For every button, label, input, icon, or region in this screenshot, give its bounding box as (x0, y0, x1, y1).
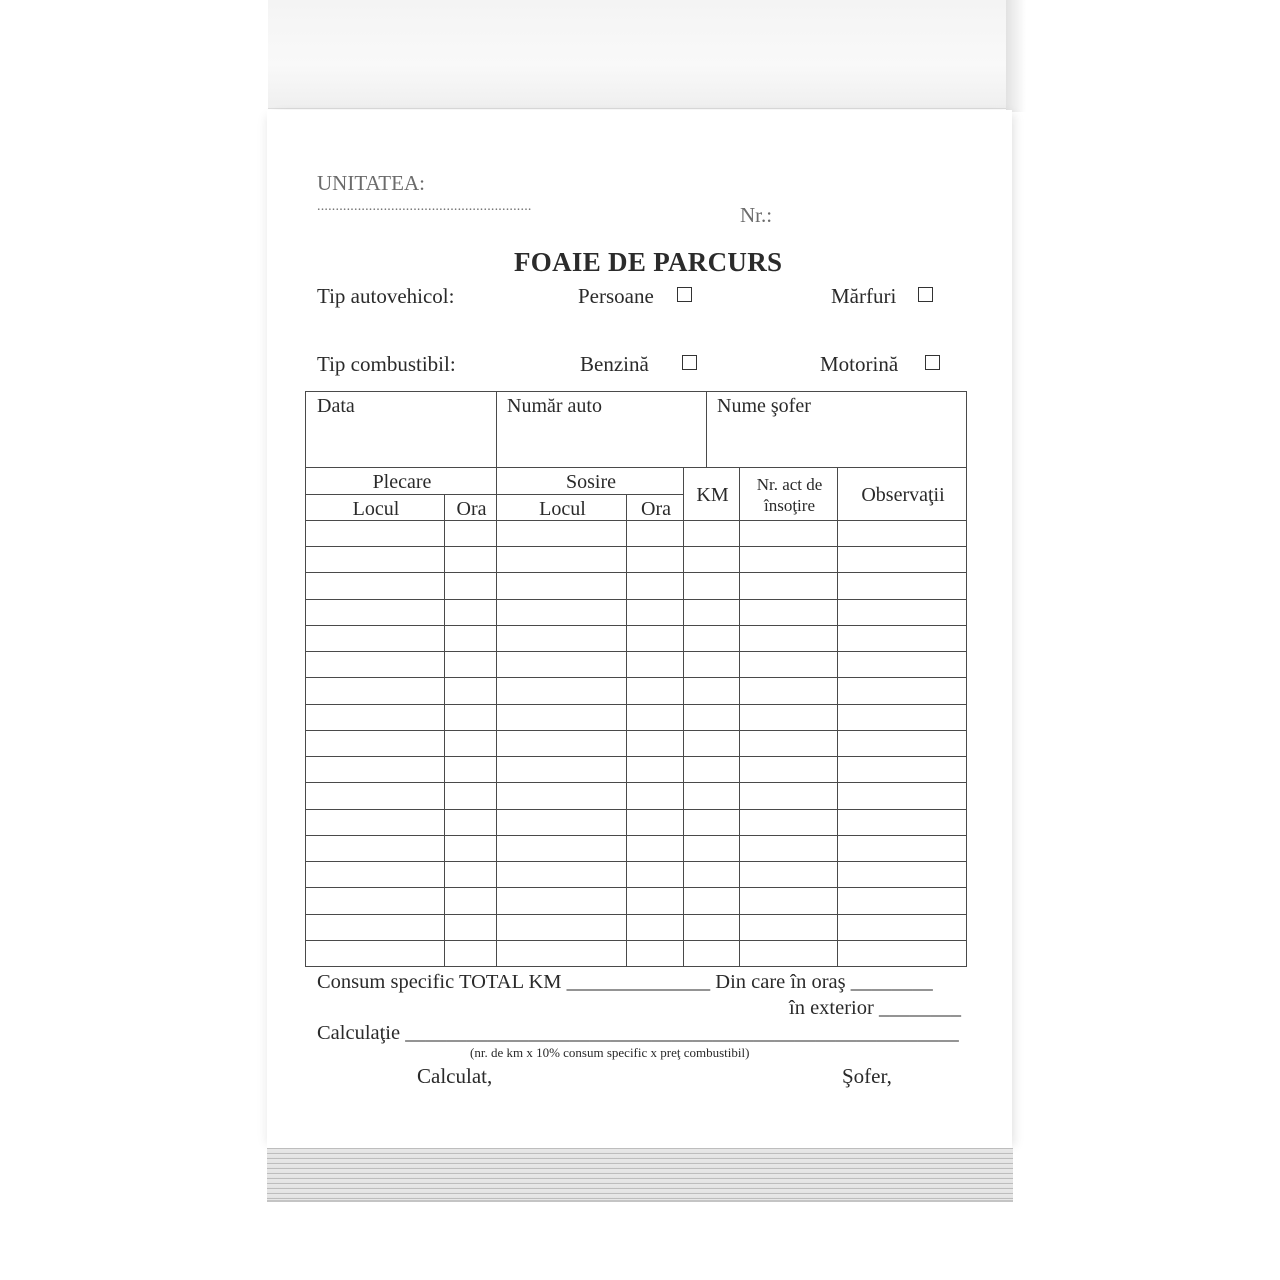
departure-place-header: Locul (352, 498, 400, 520)
arrival-hour-cell[interactable] (626, 572, 684, 600)
document-number-cell[interactable] (739, 625, 838, 652)
document-number-cell[interactable] (739, 730, 838, 757)
notes-cell[interactable] (837, 809, 967, 836)
arrival-hour-cell[interactable] (626, 809, 684, 836)
document-number-cell[interactable] (739, 704, 838, 731)
km-cell[interactable] (683, 520, 740, 547)
arrival-hour-cell[interactable] (626, 651, 684, 678)
departure-hour-cell[interactable] (444, 782, 497, 810)
departure-place-cell[interactable] (305, 940, 445, 967)
driver-signature-label: Şofer, (842, 1064, 892, 1088)
km-cell[interactable] (683, 782, 740, 810)
departure-hour-cell[interactable] (444, 546, 497, 573)
km-cell[interactable] (683, 809, 740, 836)
departure-place-cell[interactable] (305, 835, 445, 862)
departure-place-cell[interactable] (305, 914, 445, 941)
notes-cell[interactable] (837, 782, 967, 810)
notes-cell[interactable] (837, 599, 967, 626)
document-header-line1: Nr. act de (756, 475, 823, 494)
departure-hour-cell[interactable] (444, 835, 497, 862)
notes-cell[interactable] (837, 887, 967, 915)
km-cell[interactable] (683, 730, 740, 757)
departure-hour-cell[interactable] (444, 599, 497, 626)
km-cell[interactable] (683, 599, 740, 626)
notes-cell[interactable] (837, 625, 967, 652)
document-number-cell[interactable] (739, 782, 838, 810)
arrival-place-cell[interactable] (496, 730, 627, 757)
page-title: FOAIE DE PARCURS (514, 247, 783, 277)
notes-cell[interactable] (837, 861, 967, 888)
nr-label: Nr.: (740, 203, 773, 227)
document-number-cell[interactable] (739, 599, 838, 626)
km-cell[interactable] (683, 572, 740, 600)
departure-place-cell[interactable] (305, 572, 445, 600)
formula-note: (nr. de km x 10% consum specific x preţ combustibil) (470, 1045, 750, 1060)
km-cell[interactable] (683, 756, 740, 783)
notes-cell[interactable] (837, 756, 967, 783)
document-number-cell[interactable] (739, 572, 838, 600)
departure-hour-cell[interactable] (444, 861, 497, 888)
arrival-hour-cell[interactable] (626, 835, 684, 862)
departure-hour-cell[interactable] (444, 520, 497, 547)
departure-place-cell[interactable] (305, 546, 445, 573)
unit-dotted-line: .......................................................... (317, 199, 532, 214)
arrival-header: Sosire (566, 471, 616, 493)
arrival-place-header: Locul (539, 498, 586, 520)
departure-header: Plecare (372, 471, 432, 493)
departure-hour-cell[interactable] (444, 704, 497, 731)
document-number-cell[interactable] (739, 809, 838, 836)
document-number-cell[interactable] (739, 756, 838, 783)
departure-place-cell[interactable] (305, 599, 445, 626)
arrival-place-cell[interactable] (496, 914, 627, 941)
departure-place-cell[interactable] (305, 677, 445, 705)
arrival-place-cell[interactable] (496, 704, 627, 731)
departure-hour-header: Ora (456, 498, 487, 520)
km-cell[interactable] (683, 677, 740, 705)
binding-shadow (1006, 0, 1026, 112)
fuel-option-diesel-label: Motorină (820, 352, 899, 376)
page-stack-edges (267, 1148, 1013, 1202)
arrival-hour-cell[interactable] (626, 599, 684, 626)
departure-place-cell[interactable] (305, 782, 445, 810)
document-number-cell[interactable] (739, 887, 838, 915)
departure-hour-cell[interactable] (444, 887, 497, 915)
arrival-place-cell[interactable] (496, 599, 627, 626)
document-number-cell[interactable] (739, 940, 838, 967)
arrival-place-cell[interactable] (496, 625, 627, 652)
departure-place-cell[interactable] (305, 651, 445, 678)
arrival-place-cell[interactable] (496, 782, 627, 810)
consumption-line: Consum specific TOTAL KM ______________ Din care în oraş ________ (317, 971, 933, 993)
calculation-line: Calculaţie ______________________________________________________ (317, 1022, 959, 1044)
km-header: KM (696, 484, 729, 506)
notes-cell[interactable] (837, 520, 967, 547)
departure-hour-cell[interactable] (444, 940, 497, 967)
date-label: Data (317, 395, 355, 417)
departure-hour-cell[interactable] (444, 651, 497, 678)
fuel-diesel-checkbox[interactable] (925, 355, 940, 370)
departure-place-cell[interactable] (305, 861, 445, 888)
notes-cell[interactable] (837, 546, 967, 573)
arrival-place-cell[interactable] (496, 887, 627, 915)
arrival-hour-cell[interactable] (626, 730, 684, 757)
arrival-place-cell[interactable] (496, 677, 627, 705)
calculated-by-label: Calculat, (417, 1064, 493, 1088)
km-cell[interactable] (683, 861, 740, 888)
notes-header: Observaţii (861, 484, 945, 506)
notes-cell[interactable] (837, 835, 967, 862)
notepad-binding (268, 0, 1013, 109)
vehicle-type-label: Tip autovehicol: (317, 284, 455, 308)
km-cell[interactable] (683, 887, 740, 915)
arrival-place-cell[interactable] (496, 651, 627, 678)
document-header-line2: însoţire (764, 496, 815, 515)
vehicle-option-persons-label: Persoane (578, 284, 654, 308)
document-number-cell[interactable] (739, 546, 838, 573)
fuel-option-petrol-label: Benzină (580, 352, 649, 376)
km-cell[interactable] (683, 835, 740, 862)
notes-cell[interactable] (837, 730, 967, 757)
km-cell[interactable] (683, 625, 740, 652)
arrival-hour-cell[interactable] (626, 940, 684, 967)
arrival-place-cell[interactable] (496, 940, 627, 967)
notes-cell[interactable] (837, 651, 967, 678)
km-cell[interactable] (683, 546, 740, 573)
km-cell[interactable] (683, 651, 740, 678)
notes-cell[interactable] (837, 704, 967, 731)
unit-label: UNITATEA: (317, 171, 425, 195)
vehicle-persons-checkbox[interactable] (677, 287, 692, 302)
document-number-cell[interactable] (739, 520, 838, 547)
arrival-place-cell[interactable] (496, 572, 627, 600)
document-number-cell[interactable] (739, 651, 838, 678)
departure-place-cell[interactable] (305, 809, 445, 836)
notes-cell[interactable] (837, 572, 967, 600)
arrival-place-cell[interactable] (496, 809, 627, 836)
departure-hour-cell[interactable] (444, 572, 497, 600)
departure-hour-cell[interactable] (444, 730, 497, 757)
arrival-hour-cell[interactable] (626, 704, 684, 731)
arrival-hour-cell[interactable] (626, 546, 684, 573)
departure-place-cell[interactable] (305, 704, 445, 731)
arrival-hour-cell[interactable] (626, 861, 684, 888)
departure-hour-cell[interactable] (444, 809, 497, 836)
departure-place-cell[interactable] (305, 756, 445, 783)
notes-cell[interactable] (837, 677, 967, 705)
document-number-cell[interactable] (739, 677, 838, 705)
arrival-place-cell[interactable] (496, 756, 627, 783)
km-cell[interactable] (683, 940, 740, 967)
vehicle-option-goods-label: Mărfuri (831, 284, 897, 308)
arrival-hour-cell[interactable] (626, 782, 684, 810)
arrival-place-cell[interactable] (496, 546, 627, 573)
plate-number-label: Număr auto (507, 395, 602, 417)
fuel-type-label: Tip combustibil: (317, 352, 456, 376)
arrival-hour-cell[interactable] (626, 520, 684, 547)
arrival-hour-cell[interactable] (626, 914, 684, 941)
document-number-cell[interactable] (739, 914, 838, 941)
document-number-cell[interactable] (739, 861, 838, 888)
departure-hour-cell[interactable] (444, 677, 497, 705)
notes-cell[interactable] (837, 914, 967, 941)
departure-place-cell[interactable] (305, 730, 445, 757)
document-number-cell[interactable] (739, 835, 838, 862)
vehicle-goods-checkbox[interactable] (918, 287, 933, 302)
arrival-hour-cell[interactable] (626, 887, 684, 915)
departure-hour-cell[interactable] (444, 756, 497, 783)
notes-cell[interactable] (837, 940, 967, 967)
arrival-place-cell[interactable] (496, 861, 627, 888)
departure-place-cell[interactable] (305, 887, 445, 915)
km-cell[interactable] (683, 914, 740, 941)
arrival-place-cell[interactable] (496, 520, 627, 547)
departure-hour-cell[interactable] (444, 625, 497, 652)
km-cell[interactable] (683, 704, 740, 731)
arrival-hour-cell[interactable] (626, 677, 684, 705)
arrival-hour-cell[interactable] (626, 756, 684, 783)
departure-place-cell[interactable] (305, 520, 445, 547)
exterior-line: în exterior ________ (789, 997, 961, 1019)
arrival-hour-header: Ora (641, 498, 671, 520)
fuel-petrol-checkbox[interactable] (682, 355, 697, 370)
departure-place-cell[interactable] (305, 625, 445, 652)
departure-hour-cell[interactable] (444, 914, 497, 941)
driver-name-label: Nume şofer (717, 395, 811, 417)
arrival-place-cell[interactable] (496, 835, 627, 862)
arrival-hour-cell[interactable] (626, 625, 684, 652)
